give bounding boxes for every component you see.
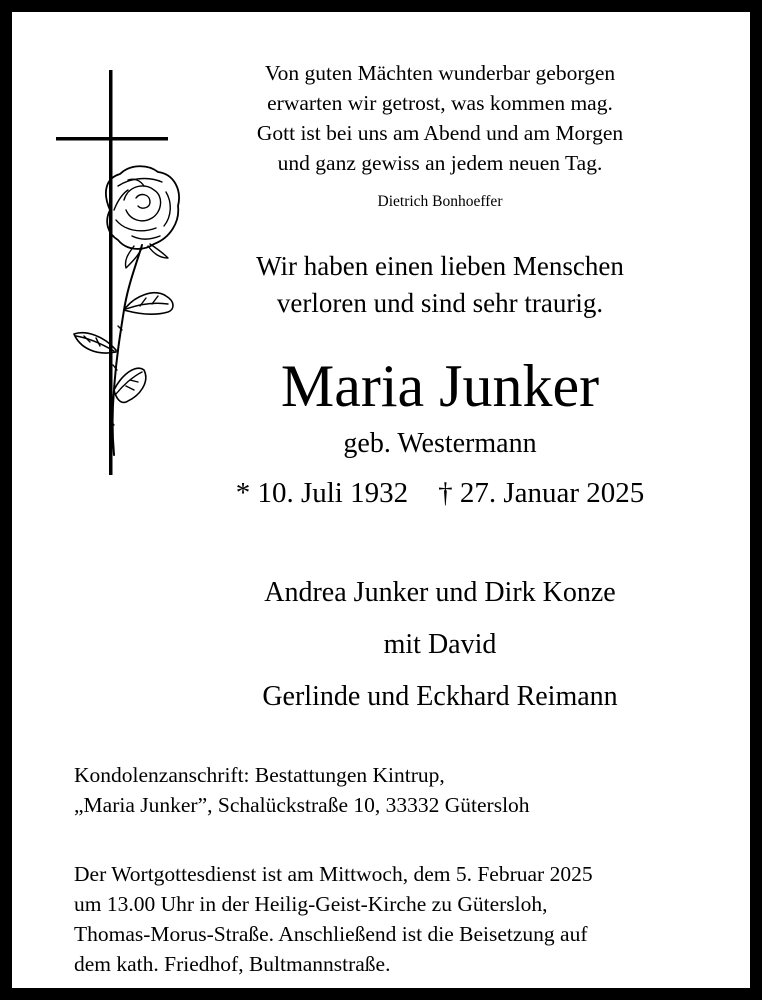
poem-line: Gott ist bei uns am Abend und am Morgen (256, 121, 624, 145)
poem-line: und ganz gewiss an jedem neuen Tag. (277, 151, 603, 175)
condolence-line: „Maria Junker”, Schalückstraße 10, 33332 Gütersloh (74, 793, 530, 817)
life-dates (162, 474, 718, 512)
condolence-address (74, 760, 734, 820)
service-line: Der Wortgottesdienst ist am Mittwoch, dem 5. Februar 2025 (74, 862, 593, 886)
poem-author: Dietrich Bonhoeffer (377, 193, 503, 210)
mourners (162, 567, 718, 723)
death-date: † 27. Januar 2025 (438, 477, 645, 509)
service-line: Thomas-Morus-Straße. Anschließend ist die Beisetzung auf (74, 922, 588, 946)
deceased-name: Maria Junker (280, 353, 600, 419)
intro-line: Wir haben einen lieben Menschen (256, 251, 624, 281)
birth-name: geb. Westermann (343, 428, 537, 459)
poem-line: erwarten wir getrost, was kommen mag. (267, 91, 613, 115)
poem-line: Von guten Mächten wunderbar geborgen (264, 61, 616, 85)
mourner-line: Andrea Junker und Dirk Konze (264, 577, 616, 608)
mourner-line: Gerlinde und Eckhard Reimann (262, 681, 618, 712)
condolence-line: Kondolenzanschrift: Bestattungen Kintrup, (74, 763, 445, 787)
intro-line: verloren und sind sehr traurig. (276, 288, 604, 318)
intro-text (162, 248, 718, 322)
service-line: um 13.00 Uhr in der Heilig-Geist-Kirche zu Gütersloh, (74, 892, 548, 916)
mourner-line: mit David (383, 629, 497, 660)
service-info (74, 859, 734, 979)
service-line: dem kath. Friedhof, Bultmannstraße. (74, 952, 391, 976)
birth-date: * 10. Juli 1932 (235, 477, 409, 509)
poem (162, 58, 718, 178)
